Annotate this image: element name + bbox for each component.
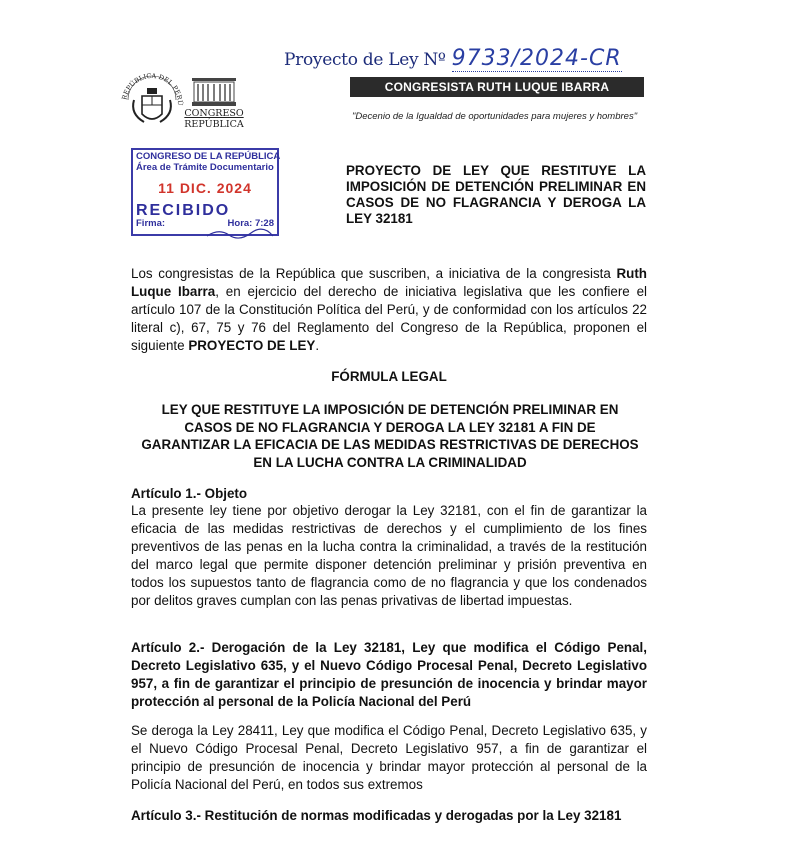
article-3-heading: Artículo 3.- Restitución de normas modificadas y derogadas por la Ley 32181 <box>131 808 622 823</box>
article-2-heading: Artículo 2.- Derogación de la Ley 32181, Ley que modifica el Código Penal, Decreto Legislativo 635, y el Nuevo Código Procesal Penal, Decreto Legislativo 957, a fin de garantizar el principio de presunción de inocencia y brindar mayor protección al personal de la Policía Nacional del Perú <box>131 640 647 709</box>
peru-coat-of-arms-icon <box>120 70 184 134</box>
stamp-recibido: RECIBIDO <box>136 202 231 219</box>
project-number-line <box>284 46 622 76</box>
intro-paragraph <box>131 265 647 355</box>
project-label: Proyecto de Ley Nº <box>284 50 446 70</box>
article-1-body: La presente ley tiene por objetivo derogar la Ley 32181, con el fin de garantizar la eficacia de las medidas restrictivas de derechos y el cumplimiento de los fines preventivos de las penas en la lucha contra la criminalidad, a través de la restitución del marco legal que permite disponer detención preliminar y prisión preventiva en todos los supuestos tanto de flagrancia como de no flagrancia y que los condenados por delitos graves cumplan con las penas privativas de libertad impuestas. <box>131 503 647 608</box>
decenio-motto: "Decenio de la Igualdad de oportunidades para mujeres y hombres" <box>352 111 638 122</box>
intro-text-1: Los congresistas de la República que suscriben, a iniciativa de la congresista <box>131 266 617 281</box>
stamp-date: 11 DIC. 2024 <box>158 180 252 196</box>
stamp-line-2: Área de Trámite Documentario <box>136 162 274 173</box>
project-title: PROYECTO DE LEY QUE RESTITUYE LA IMPOSICIÓN DE DETENCIÓN PRELIMINAR EN CASOS DE NO FLAGRANCIA Y DEROGA LA LEY 32181 <box>346 163 646 226</box>
congresista-banner: CONGRESISTA RUTH LUQUE IBARRA <box>350 77 644 97</box>
intro-bold-end: PROYECTO DE LEY <box>188 338 316 353</box>
svg-text:REPÚBLICA DEL PERÚ: REPÚBLICA DEL PERÚ <box>120 71 184 106</box>
formula-legal-heading: FÓRMULA LEGAL <box>331 369 447 384</box>
stamp-hora: Hora: 7:28 <box>227 218 274 229</box>
law-title: LEY QUE RESTITUYE LA IMPOSICIÓN DE DETENCIÓN PRELIMINAR EN CASOS DE NO FLAGRANCIA Y DEROGA LA LEY 32181 A FIN DE GARANTIZAR LA EFICACIA DE LAS MEDIDAS RESTRICTIVAS DE DERECHOS EN LA LUCHA CONTRA LA CRIMINALIDAD <box>141 402 639 470</box>
intro-text-2: , en ejercicio del derecho de iniciativa legislativa que les confiere el artículo 107 de la Constitución Política del Perú, y de conformidad con los artículos 22 literal c), 67, 75 y 76 del Reglamento del Congreso de la República, proponen el siguiente <box>131 284 648 353</box>
intro-congresista-name: Ruth Luque Ibarra <box>131 266 647 299</box>
stamp-line-1: CONGRESO DE LA REPÚBLICA <box>136 151 281 162</box>
intro-end: . <box>315 338 320 353</box>
article-1-heading: Artículo 1.- Objeto <box>131 486 248 501</box>
signature-scribble-icon <box>205 226 275 240</box>
reception-stamp <box>131 148 279 236</box>
stamp-firma: Firma: <box>136 218 166 229</box>
congreso-logo-text: CONGRESO REPÚBLICA <box>184 108 244 130</box>
article-2-body: Se deroga la Ley 28411, Ley que modifica el Código Penal, Decreto Legislativo 635, y el Nuevo Código Procesal Penal, Decreto Legislativo 957, a fin de garantizar el principio de presunción de inocencia y brindar mayor protección al personal de la Policía Nacional del Perú, en todos sus extremos <box>131 723 647 792</box>
project-number: 9733/2024-CR <box>451 46 622 71</box>
